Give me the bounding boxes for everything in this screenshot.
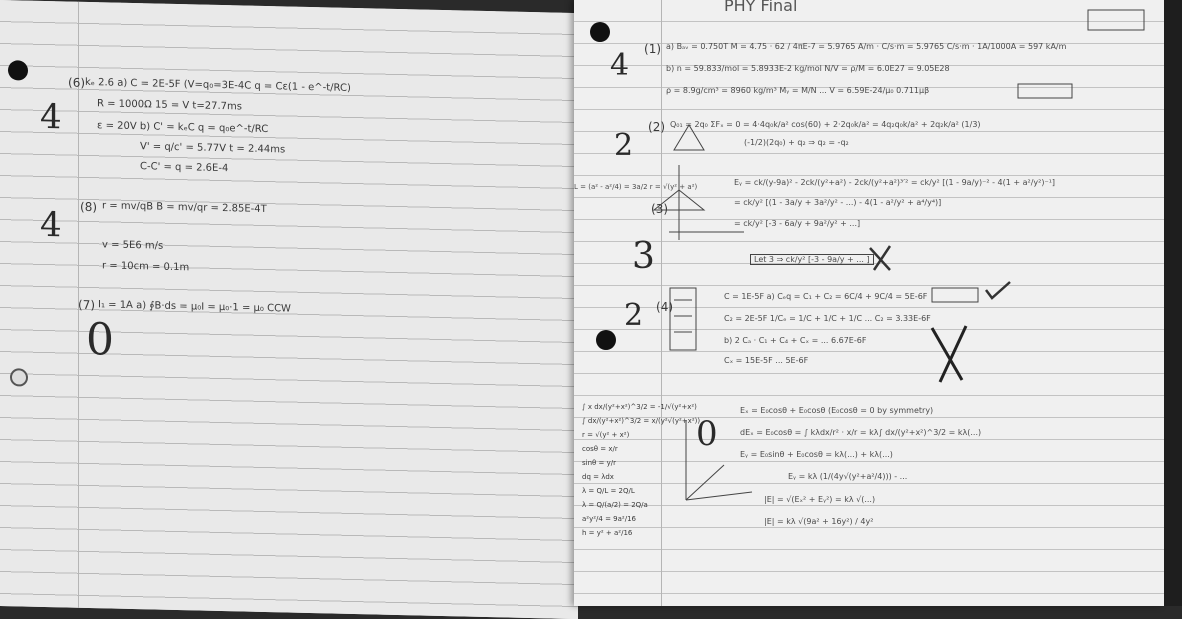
margin-note: cosθ = x/r — [582, 445, 618, 453]
problem-5-line-6: |E| = kλ √(9a² + 16y²) / 4y² — [764, 517, 874, 526]
margin-note: h = y² + a²/16 — [582, 529, 633, 537]
problem-2-line-2: (-1/2)(2q₀) + q₂ ⇒ q₂ = -q₂ — [744, 138, 849, 147]
binder-hole-top — [8, 60, 28, 80]
problem-3-line-4: Let 3 ⇒ ck/y² [-3 - 9a/y + ... ] — [750, 254, 874, 265]
score-problem-1: 4 — [610, 48, 630, 83]
margin-note: a²y²/4 = 9a²/16 — [582, 515, 636, 523]
problem-4-line-4: Cₓ = 15E-5F ... 5E-6F — [724, 356, 809, 365]
problem-3-line-2: = ck/y² [(1 - 3a/y + 3a²/y² - ...) - 4(1 - a²/y² + a⁴/y⁴)] — [734, 198, 942, 207]
problem-6-number: (6) — [68, 75, 86, 90]
problem-4-line-1: C = 1E-5F a) Cₑq = C₁ + C₂ = 6C/4 + 9C/4 = 5E-6F — [724, 292, 928, 301]
problem-5-line-1: Eₓ = E₀cosθ + E₀cosθ (E₀cosθ = 0 by symmetry) — [740, 406, 934, 415]
problem-2-line-1: Q₀₁ = 2q₀ ΣFₓ = 0 = 4·4q₀k/a² cos(60) + 2·2q₀k/a² = 4q₂q₀k/a² + 2q₂k/a² (1/3) — [670, 120, 981, 129]
score-problem-5: 0 — [696, 414, 718, 454]
problem-8-line-2: v = 5E6 m/s — [102, 239, 164, 252]
problem-8-line-3: r = 10cm = 0.1m — [102, 260, 190, 274]
problem-4-number: (4) — [656, 300, 674, 314]
problem-5-line-3: Eᵧ = E₀sinθ + E₀cosθ = kλ(...) + kλ(...) — [740, 450, 893, 459]
right-page — [574, 0, 1164, 606]
problem-8-line-1: r = mv/qB B = mv/qr = 2.85E-4T — [102, 200, 267, 216]
score-problem-7: 0 — [86, 313, 114, 366]
margin-note: λ = Q/(a/2) = 2Q/a — [582, 501, 648, 509]
answer-box-1b — [1018, 84, 1072, 98]
score-problem-8: 4 — [40, 204, 62, 246]
problem-4-line-2: C₂ = 2E-5F 1/Cₑ = 1/C + 1/C + 1/C ... C₂ = 3.33E-6F — [724, 314, 931, 323]
problem-3-number: (3) — [651, 202, 669, 216]
problem-1-line-1: a) Bₐᵥ = 0.750T M = 4.75 · 62 / 4πE-7 = 5.9765 A/m · C/s·m = 5.9765 C/s·m · 1A/1000A = 597 kA/m — [666, 42, 1067, 51]
problem-6-line-4: V' = q/c' = 5.77V t = 2.44ms — [140, 141, 286, 156]
problem-6-line-5: C-C' = q = 2.6E-4 — [140, 161, 229, 175]
page-title: PHY Final — [724, 0, 798, 15]
handwritten-sketches — [574, 0, 1164, 606]
triangle-sketch — [674, 125, 704, 150]
problem-6-line-3: ε = 20V b) C' = kₑC q = q₀e^-t/RC — [97, 120, 269, 136]
problem-5-line-2: dEₓ = E₀cosθ = ∫ kλdx/r² · x/r = kλ∫ dx/(y²+x²)^3/2 = kλ(...) — [740, 428, 982, 437]
problem-7-number: (7) — [78, 297, 96, 313]
score-problem-3: 3 — [632, 236, 655, 277]
margin-note: λ = Q/L = 2Q/L — [582, 487, 635, 495]
margin-note: r = √(y² + x²) — [582, 431, 630, 439]
problem-1-number: (1) — [644, 42, 662, 56]
margin-note: sinθ = y/r — [582, 459, 617, 467]
binder-hole-middle — [10, 368, 28, 386]
answer-box-1 — [1088, 10, 1144, 30]
problem-5-line-5: |E| = √(Eₓ² + Eᵧ²) = kλ √(...) — [764, 495, 876, 504]
circuit-sketch — [670, 288, 696, 350]
problem-6-line-2: R = 1000Ω 15 = V t=27.7ms — [97, 98, 242, 113]
margin-note: ∫ dx/(y²+x²)^3/2 = x/(y²√(y²+x²)) — [582, 417, 701, 425]
check-mark-icon — [986, 282, 1010, 298]
background-edge — [1164, 0, 1182, 606]
score-problem-6: 4 — [40, 96, 62, 138]
problem-2-number: (2) — [648, 120, 666, 134]
margin-note: ∫ x dx/(y²+x²)^3/2 = -1/√(y²+x²) — [582, 403, 697, 411]
answer-box-4 — [932, 288, 978, 302]
left-page — [0, 0, 578, 619]
problem-8-number: (8) — [80, 199, 98, 215]
problem-3-margin: L = (a² - a²/4) = 3a/2 r = √(y² + a²) — [574, 183, 698, 191]
cross-out-icon — [932, 326, 966, 382]
small-cross-icon — [870, 246, 890, 270]
problem-3-line-1: Eᵧ = ck/(y-9a)² - 2ck/(y²+a²) - 2ck/(y²+a²)³′² = ck/y² [(1 - 9a/y)⁻² - 4(1 + a²/y²)⁻¹] — [734, 178, 1056, 187]
score-problem-4: 2 — [624, 298, 644, 333]
problem-3-line-3: = ck/y² [-3 - 6a/y + 9a²/y² + ...] — [734, 219, 861, 228]
problem-1-line-3: ρ = 8.9g/cm³ = 8960 kg/m³ Mᵧ = M/N ... V = 6.59E-24/μ₀ 0.711μβ — [666, 86, 930, 95]
axes-sketch-5-x — [686, 492, 752, 500]
problem-5-line-4: Eᵧ = kλ (1/(4y√(y²+a²/4))) - ... — [788, 472, 908, 481]
problem-7-line-1: I₁ = 1A a) ∮B·ds = μ₀I = μ₀·1 = μ₀ CCW — [98, 299, 291, 315]
score-problem-2: 2 — [614, 128, 634, 163]
problem-4-line-3: b) 2 Cₐ · C₁ + C₄ + Cₓ = ... 6.67E-6F — [724, 336, 867, 345]
margin-note: dq = λdx — [582, 473, 614, 481]
problem-6-line-1: kₑ 2.6 a) C = 2E-5F (V=q₀=3E-4C q = Cε(1 - e^-t/RC) — [85, 76, 351, 94]
problem-1-line-2: b) n = 59.833/mol = 5.8933E-2 kg/mol N/V = ρ/M = 6.0E27 = 9.05E28 — [666, 64, 950, 73]
